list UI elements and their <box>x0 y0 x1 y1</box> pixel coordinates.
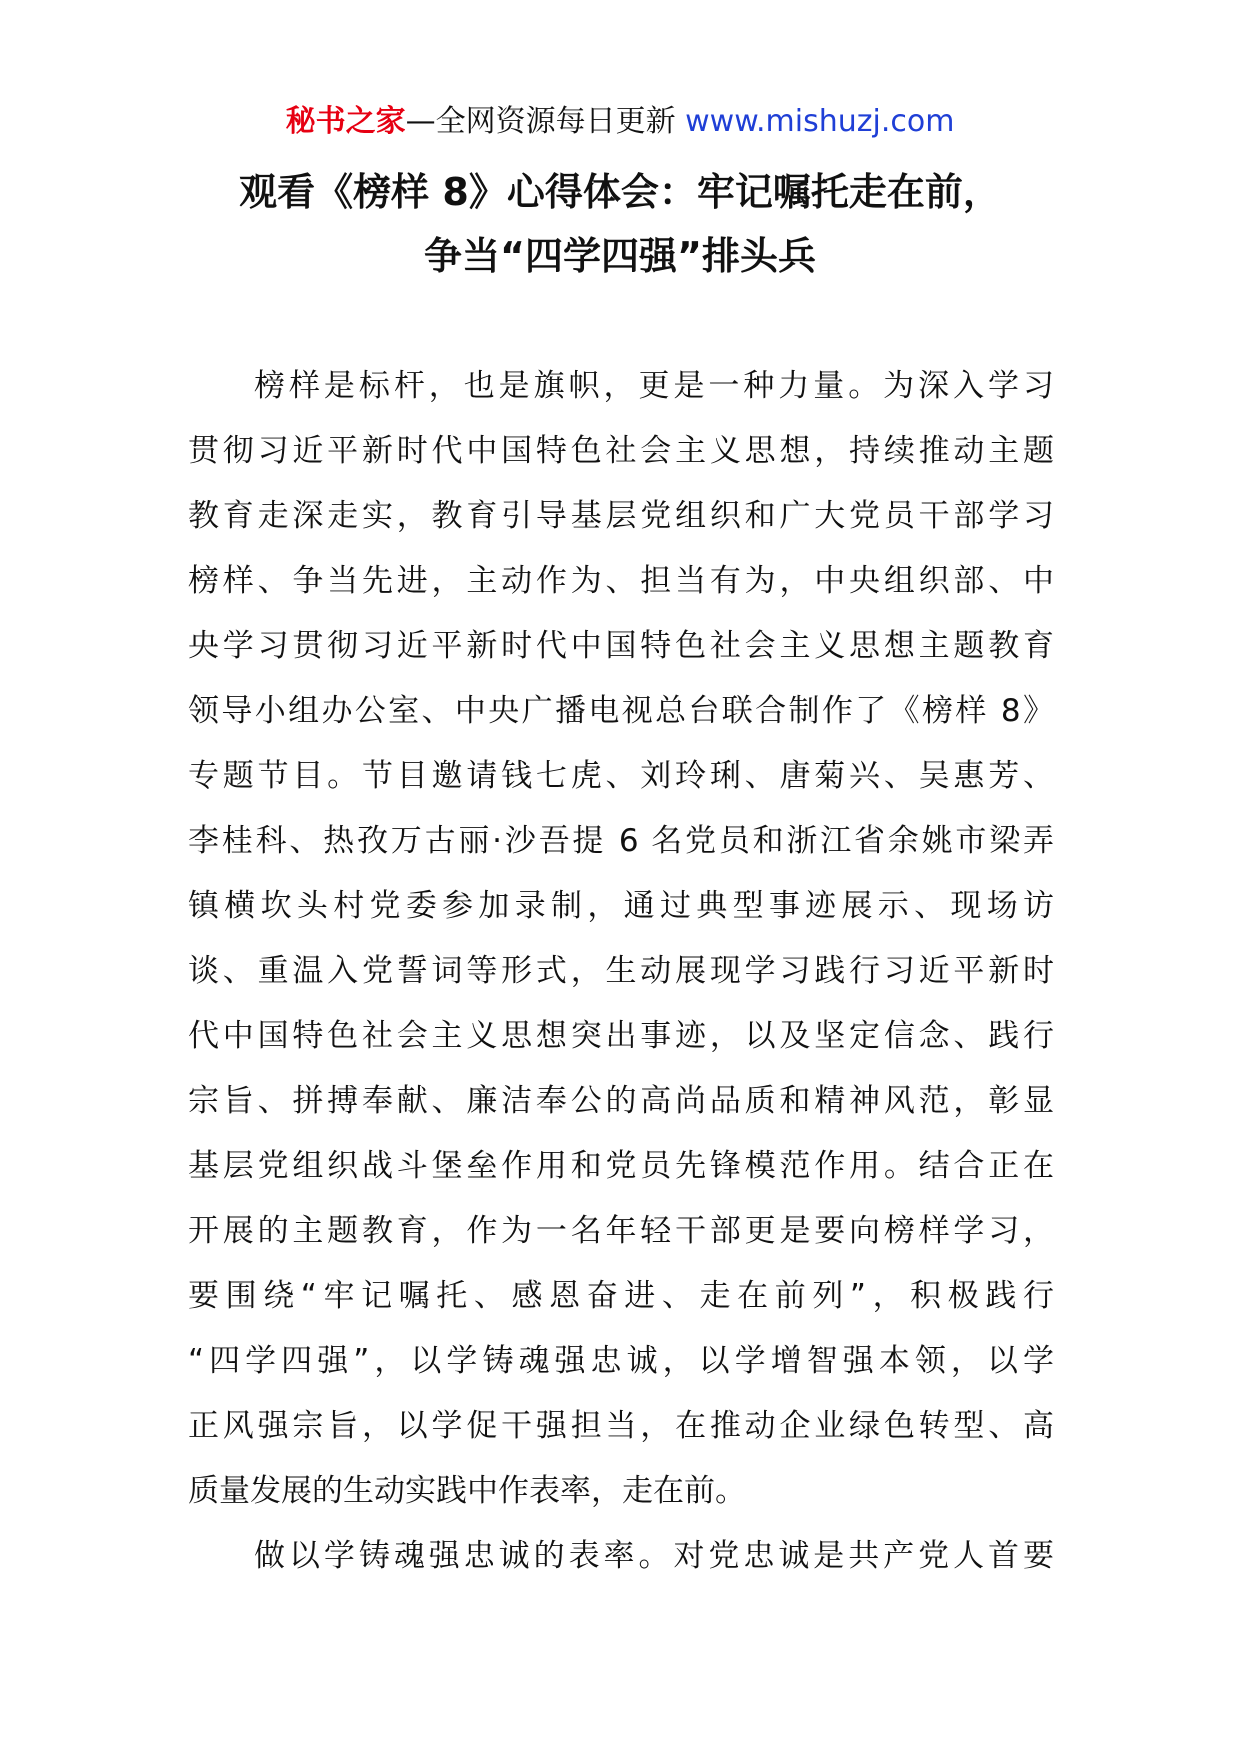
title-line-2: 争当“四学四强”排头兵 <box>424 234 816 278</box>
document-title <box>0 160 1240 288</box>
document-body <box>188 354 1054 1589</box>
paragraph-line: 正风强宗旨，以学促干强担当，在推动企业绿色转型、高 <box>188 1408 1054 1444</box>
paragraph-line: 贯彻习近平新时代中国特色社会主义思想，持续推动主题 <box>188 433 1054 469</box>
paragraph-line: 教育走深走实，教育引导基层党组织和广大党员干部学习 <box>188 498 1054 534</box>
paragraph-line: 专题节目。节目邀请钱七虎、刘玲琍、唐菊兴、吴惠芳、 <box>188 758 1054 794</box>
paragraph-line: 基层党组织战斗堡垒作用和党员先锋模范作用。结合正在 <box>188 1148 1054 1184</box>
site-brand: 秘书之家 <box>285 104 406 139</box>
site-header <box>0 98 1240 146</box>
paragraph-line: 领导小组办公室、中央广播电视总台联合制作了《榜样 8》 <box>188 693 1054 729</box>
paragraph-line: 榜样是标杆，也是旗帜，更是一种力量。为深入学习 <box>254 368 1054 404</box>
paragraph-line: “四学四强”，以学铸魂强忠诚，以学增智强本领，以学 <box>188 1343 1054 1379</box>
paragraph-line: 代中国特色社会主义思想突出事迹，以及坚定信念、践行 <box>188 1018 1054 1054</box>
paragraph-line: 谈、重温入党誓词等形式，生动展现学习践行习近平新时 <box>188 953 1054 989</box>
site-tagline: —全网资源每日更新 <box>405 104 676 139</box>
site-url-link[interactable]: www.mishuzj.com <box>685 104 955 139</box>
paragraph-line: 榜样、争当先进，主动作为、担当有为，中央组织部、中 <box>188 563 1054 599</box>
paragraph-line: 镇横坎头村党委参加录制，通过典型事迹展示、现场访 <box>188 888 1054 924</box>
paragraph-line: 开展的主题教育，作为一名年轻干部更是要向榜样学习， <box>188 1213 1054 1249</box>
title-line-1: 观看《榜样 8》心得体会：牢记嘱托走在前， <box>239 170 1001 214</box>
paragraph-line: 宗旨、拼搏奉献、廉洁奉公的高尚品质和精神风范，彰显 <box>188 1083 1054 1119</box>
paragraph-line: 质量发展的生动实践中作表率，走在前。 <box>188 1473 746 1509</box>
paragraph-line: 要围绕“牢记嘱托、感恩奋进、走在前列”，积极践行 <box>188 1278 1054 1314</box>
paragraph-line: 李桂科、热孜万古丽·沙吾提 6 名党员和浙江省余姚市梁弄 <box>188 823 1054 859</box>
paragraph-line: 做以学铸魂强忠诚的表率。对党忠诚是共产党人首要 <box>254 1538 1054 1574</box>
paragraph-line: 央学习贯彻习近平新时代中国特色社会主义思想主题教育 <box>188 628 1054 664</box>
